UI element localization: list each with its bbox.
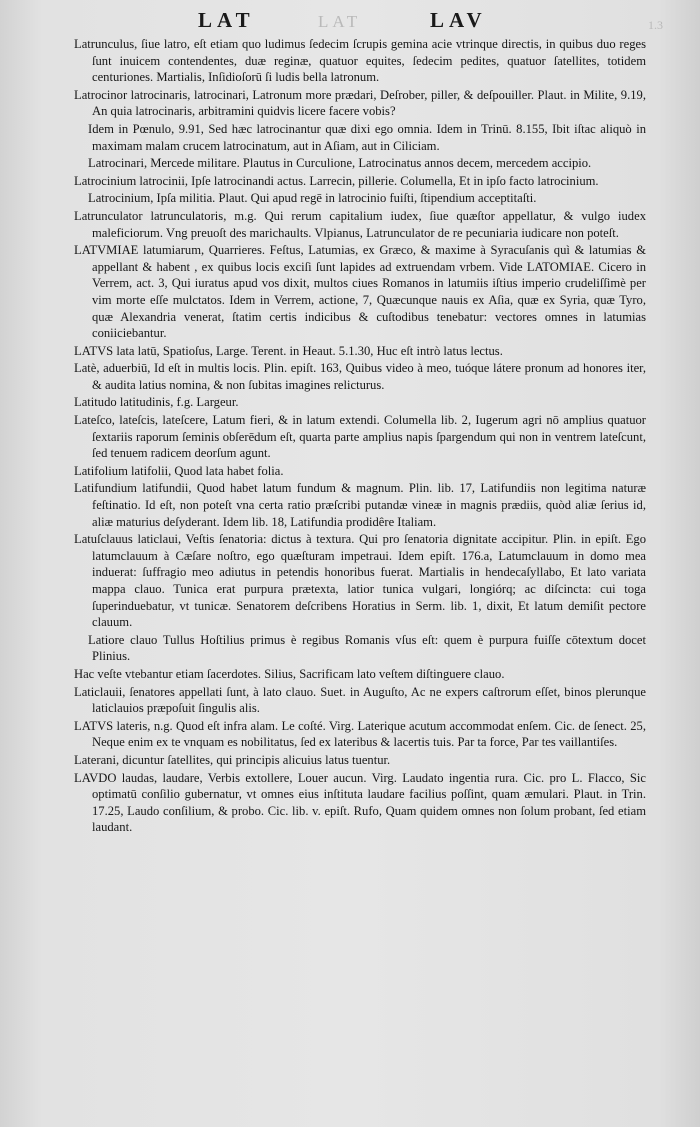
entries-column <box>74 36 646 837</box>
entry-latus-lata: LATVS lata latū, Spatioſus, Large. Terent. in Heaut. 5.1.30, Huc eſt intrò latus lectus. <box>74 343 503 358</box>
entry-latitudo: Latitudo latitudinis, f.g. Largeur. <box>74 395 239 410</box>
entry-latrocinor: Latrocinor latrocinaris, latrocinari, Latronum more prædari, Deſrober, piller, & deſpouiller. Plaut. in Milite, 9.19, An quia latrocinaris, arbitramini quidvis licere facere vobis? <box>74 87 646 119</box>
entry-latiore-clauo: Latiore clauo Tullus Hoſtilius primus è regibus Romanis vſus eſt: quem è purpura fuiſſe cōtextum docet Plinius. <box>88 632 646 664</box>
entry-late: Latè, aduerbiū, Id eſt in multis locis. Plin. epiſt. 163, Quibus video à meo, tuóque látere pronum ad honores iter, & audita latius nomina, & non ſubitas imagines relicturus. <box>74 361 646 392</box>
entry-latrocinium-militia: Latrocinium, Ipſa militia. Plaut. Qui apud regē in latrocinio fuiſti, ſtipendium acceptitaſti. <box>88 191 537 206</box>
entry-latrocinari: Latrocinari, Mercede militare. Plautus in Curculione, Latrocinatus annos decem, mercedem accipio. <box>88 156 592 171</box>
entry-laterani: Laterani, dicuntur ſatellites, qui principis alicuius latus tuentur. <box>74 752 391 767</box>
header-right-word: LAV <box>430 8 487 32</box>
show-through-number: 1.3 <box>648 18 663 32</box>
show-through-header: LAT <box>318 12 362 31</box>
entry-latifolium: Latifolium latifolii, Quod lata habet folia. <box>74 463 284 478</box>
entry-latesco: Lateſco, lateſcis, lateſcere, Latum fieri, & in latum extendi. Columella lib. 2, Iugerum agri nō amplius quatuor ſextariis raporum ſeminis obſerēdum eſt, quarta parte amplius napis ſpargendum qui non in ventrem lateſcunt, ſed tenuem radicem deorſum agunt. <box>74 413 646 461</box>
entry-latifundium: Latifundium latifundii, Quod habet latum fundum & magnum. Plin. lib. 17, Latifundiis non legitima naturæ feſtinatio. Id eſt, non poteſt vna certa ratio præſcribi putandæ vineæ in magnis prædiis, quòd aliæ ſerius id, aliæ maturius deſyderant. Idem lib. 18, Latifundia prodidêre Italiam. <box>74 481 646 529</box>
header-left-word: LAT <box>198 8 255 32</box>
entry-latusclauus: Latuſclauus laticlaui, Veſtis ſenatoria: dictus à textura. Qui pro ſenatoria dignitate accipitur. Plin. in epiſt. Ego latumclauum à Cæſare noſtro, ego quæſturam impetraui. Idem epiſt. 176.a, Latumclauum in domo mea induerat: ſuffragio meo adiutus in petendis honoribus fuerat. Martialis in hendecaſyllabo, Et lato variata mappa clauo. Tunica erat purpura prætexta, latior tunica vulgari, longiórq; ac diſcincta: cui toga ſuperinduebatur, vt tunicæ. Senatorem deſcribens Horatius in Serm. lib. 1, dixit, Et latum demiſit pectore clauum. <box>74 532 646 630</box>
entry-latrunculator: Latrunculator latrunculatoris, m.g. Qui rerum capitalium iudex, ſiue quæſtor appellatur, & vulgo iudex maleficiorum. Vng preuoſt des marichaults. Vlpianus, Latrunculator de re pecuniaria iudicare non poteſt. <box>74 208 646 240</box>
entry-latrocinium: Latrocinium latrocinii, Ipſe latrocinandi actus. Larrecin, pillerie. Columella, Et in ipſo facto latrocinium. <box>74 173 599 188</box>
entry-latus-lateris: LATVS lateris, n.g. Quod eſt infra alam. Le coſté. Virg. Laterique acutum accommodat enſem. Cic. de ſenect. 25, Neque enim ex te vnquam es nobilitatus, ſed ex lateribus & lacertis tuis. Par ta force, Par tes vaillantiſes. <box>74 718 646 750</box>
entry-hac-veste: Hac veſte vtebantur etiam ſacerdotes. Silius, Sacrificam lato veſtem diſtinguere clauo. <box>74 666 505 681</box>
entry-latumiae: LATVMIAE latumiarum, Quarrieres. Feſtus, Latumias, ex Græco, & maxime à Syracuſanis quì & latumias & appellant & habent , ex quibus locis exciſi ſunt lapides ad extruendam vrbem. Vide LATOMIAE. Cicero in Verrem, act. 3, Qui iuratus apud vos dixit, multos ciues Romanos in latumiis iſtius imperio crudeliſſimè per vim morte eſſe mulctatos. Idem in Verrem, actione, 7, Quæcunque nauis ex Aſia, quæ ex Syria, quæ Tyro, quæ Alexandria venerat, ſtatim certis indicibus & cuſtodibus tenebatur: vectores omnes in latumias coniiciebantur. <box>74 243 646 341</box>
entry-latrunculus: Latrunculus, ſiue latro, eſt etiam quo ludimus ſedecim ſcrupis gemina acie vtrinque directis, in quibus duo reges ſunt inuicem contendentes, duæ reginæ, quatuor equites, ſedecim pedites, quatuor ſatellites, totidem centuriones. Martialis, Inſidioſorū ſi ludis bella latronum. <box>74 37 646 85</box>
page-header <box>0 8 700 34</box>
entry-laticlauii: Laticlauii, ſenatores appellati ſunt, à lato clauo. Suet. in Auguſto, Ac ne expers caſtrorum eſſet, binos plerunque laticlauios præpoſuit ſingulis alis. <box>74 684 646 716</box>
entry-latrocinor-idem: Idem in Pœnulo, 9.91, Sed hæc latrocinantur quæ dixi ego omnia. Idem in Trinū. 8.155, Ibit iſtac aliquò in maximam malam crucem latrocinatum, aut in Aſiam, aut in Ciliciam. <box>88 121 646 153</box>
entry-laudo: LAVDO laudas, laudare, Verbis extollere, Louer aucun. Virg. Laudato ingentia rura. Cic. pro L. Flacco, Sic optimatū conſilio gubernatur, vt omnes eius inſtituta laudare facilius poſſint, quam æmulari. Plaut. in Trin. 17.25, Laudo conſilium, & probo. Cic. lib. v. epiſt. Rufo, Quam quidem omnes non ſolum probant, ſed etiam laudant. <box>74 770 646 835</box>
